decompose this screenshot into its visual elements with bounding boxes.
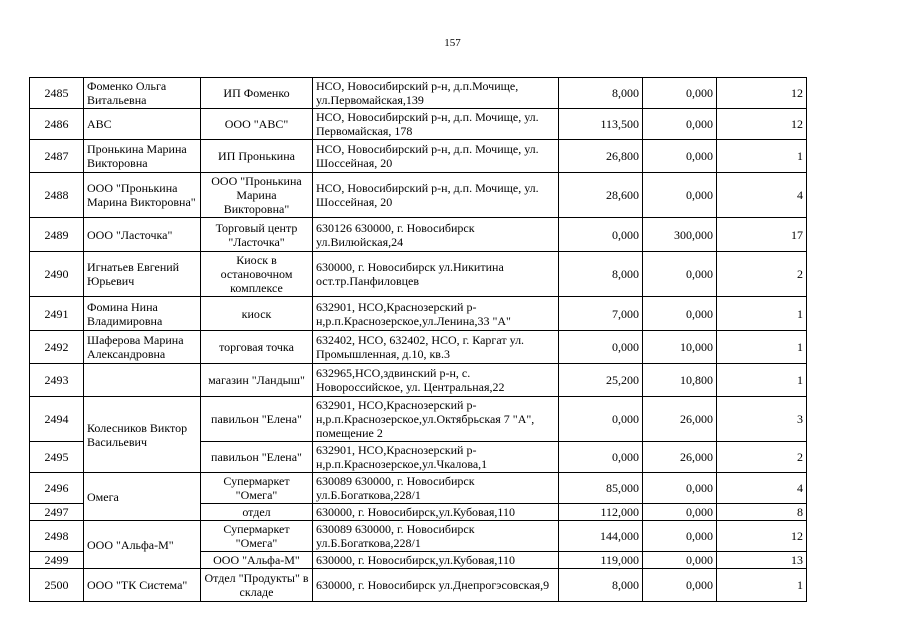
object-name: павильон "Елена"	[201, 397, 313, 442]
value-3: 2	[717, 252, 807, 297]
value-2: 0,000	[643, 173, 717, 218]
object-name: Отдел "Продукты" в складе	[201, 569, 313, 602]
object-name: ИП Пронькина	[201, 140, 313, 173]
owner-name	[84, 364, 201, 397]
value-3: 2	[717, 442, 807, 473]
owner-name: Пронькина Марина Викторовна	[84, 140, 201, 173]
owner-name: ООО "Альфа-М"	[84, 521, 201, 569]
address: НСО, Новосибирский р-н, д.п. Мочище, ул. Шоссейная, 20	[313, 173, 559, 218]
object-name: Киоск в остановочном комплексе	[201, 252, 313, 297]
address: 630000, г. Новосибирск,ул.Кубовая,110	[313, 552, 559, 569]
table-row	[30, 252, 807, 297]
address: 632965,НСО,здвинский р-н, с. Новороссийское, ул. Центральная,22	[313, 364, 559, 397]
table-row	[30, 364, 807, 397]
address: НСО, Новосибирский р-н, д.п. Мочище, ул. Шоссейная, 20	[313, 140, 559, 173]
row-number: 2487	[30, 140, 84, 173]
value-1: 119,000	[559, 552, 643, 569]
table-row	[30, 218, 807, 252]
owner-name: Колесников Виктор Васильевич	[84, 397, 201, 473]
value-3: 1	[717, 569, 807, 602]
value-1: 0,000	[559, 218, 643, 252]
value-3: 17	[717, 218, 807, 252]
object-name: киоск	[201, 297, 313, 331]
object-name: ООО "АВС"	[201, 109, 313, 140]
address: НСО, Новосибирский р-н, д.п. Мочище, ул. Первомайская, 178	[313, 109, 559, 140]
value-3: 12	[717, 78, 807, 109]
table-row	[30, 397, 807, 442]
value-2: 0,000	[643, 252, 717, 297]
object-name: ООО "Пронькина Марина Викторовна"	[201, 173, 313, 218]
table-row	[30, 78, 807, 109]
address: 630000, г. Новосибирск ул.Днепрогэсовская,9	[313, 569, 559, 602]
object-name: ИП Фоменко	[201, 78, 313, 109]
address: 630089 630000, г. Новосибирск ул.Б.Богаткова,228/1	[313, 521, 559, 552]
value-1: 8,000	[559, 569, 643, 602]
owner-name: Шаферова Марина Александровна	[84, 331, 201, 364]
value-3: 1	[717, 140, 807, 173]
object-name: ООО "Альфа-М"	[201, 552, 313, 569]
value-1: 0,000	[559, 331, 643, 364]
address: 632901, НСО,Краснозерский р-н,р.п.Краснозерское,ул.Чкалова,1	[313, 442, 559, 473]
table-row	[30, 140, 807, 173]
value-1: 7,000	[559, 297, 643, 331]
row-number: 2490	[30, 252, 84, 297]
table-row	[30, 473, 807, 504]
table-row	[30, 331, 807, 364]
value-1: 25,200	[559, 364, 643, 397]
owner-name: Фоменко Ольга Витальевна	[84, 78, 201, 109]
value-1: 8,000	[559, 252, 643, 297]
object-name: павильон "Елена"	[201, 442, 313, 473]
address: 632402, НСО, 632402, НСО, г. Каргат ул. Промышленная, д.10, кв.3	[313, 331, 559, 364]
value-1: 0,000	[559, 397, 643, 442]
object-name: магазин "Ландыш"	[201, 364, 313, 397]
row-number: 2499	[30, 552, 84, 569]
owner-name: ООО "ТК Система"	[84, 569, 201, 602]
registry-table	[29, 77, 807, 602]
value-1: 8,000	[559, 78, 643, 109]
value-2: 0,000	[643, 109, 717, 140]
table-row	[30, 173, 807, 218]
page-number: 157	[444, 37, 461, 49]
value-1: 28,600	[559, 173, 643, 218]
object-name: Супермаркет "Омега"	[201, 473, 313, 504]
value-2: 26,000	[643, 397, 717, 442]
value-3: 13	[717, 552, 807, 569]
table-row	[30, 569, 807, 602]
owner-name: Фомина Нина Владимировна	[84, 297, 201, 331]
object-name: Супермаркет "Омега"	[201, 521, 313, 552]
row-number: 2489	[30, 218, 84, 252]
address: 630000, г. Новосибирск,ул.Кубовая,110	[313, 504, 559, 521]
object-name: торговая точка	[201, 331, 313, 364]
value-1: 85,000	[559, 473, 643, 504]
address: 630126 630000, г. Новосибирск ул.Вилюйская,24	[313, 218, 559, 252]
value-2: 300,000	[643, 218, 717, 252]
row-number: 2498	[30, 521, 84, 552]
value-2: 0,000	[643, 569, 717, 602]
value-2: 0,000	[643, 140, 717, 173]
row-number: 2488	[30, 173, 84, 218]
row-number: 2492	[30, 331, 84, 364]
row-number: 2491	[30, 297, 84, 331]
value-3: 1	[717, 364, 807, 397]
value-2: 10,800	[643, 364, 717, 397]
value-2: 0,000	[643, 504, 717, 521]
address: НСО, Новосибирский р-н, д.п.Мочище, ул.Первомайская,139	[313, 78, 559, 109]
object-name: отдел	[201, 504, 313, 521]
row-number: 2493	[30, 364, 84, 397]
value-2: 0,000	[643, 552, 717, 569]
value-3: 12	[717, 109, 807, 140]
row-number: 2496	[30, 473, 84, 504]
value-1: 112,000	[559, 504, 643, 521]
table-row	[30, 297, 807, 331]
address: 632901, НСО,Краснозерский р-н,р.п.Краснозерское,ул.Ленина,33 "А"	[313, 297, 559, 331]
address: 630000, г. Новосибирск ул.Никитина ост.тр.Панфиловцев	[313, 252, 559, 297]
value-3: 1	[717, 297, 807, 331]
value-2: 0,000	[643, 78, 717, 109]
value-2: 10,000	[643, 331, 717, 364]
value-2: 26,000	[643, 442, 717, 473]
table-row	[30, 109, 807, 140]
table-row	[30, 521, 807, 552]
value-1: 144,000	[559, 521, 643, 552]
owner-name: ООО "Пронькина Марина Викторовна"	[84, 173, 201, 218]
value-2: 0,000	[643, 297, 717, 331]
row-number: 2494	[30, 397, 84, 442]
address: 632901, НСО,Краснозерский р-н,р.п.Краснозерское,ул.Октябрьская 7 "А", помещение 2	[313, 397, 559, 442]
owner-name: АВС	[84, 109, 201, 140]
owner-name: Игнатьев Евгений Юрьевич	[84, 252, 201, 297]
owner-name: ООО "Ласточка"	[84, 218, 201, 252]
row-number: 2485	[30, 78, 84, 109]
row-number: 2497	[30, 504, 84, 521]
object-name: Торговый центр "Ласточка"	[201, 218, 313, 252]
value-3: 8	[717, 504, 807, 521]
row-number: 2486	[30, 109, 84, 140]
address: 630089 630000, г. Новосибирск ул.Б.Богаткова,228/1	[313, 473, 559, 504]
value-1: 113,500	[559, 109, 643, 140]
value-3: 4	[717, 173, 807, 218]
value-2: 0,000	[643, 521, 717, 552]
value-3: 4	[717, 473, 807, 504]
row-number: 2500	[30, 569, 84, 602]
value-1: 0,000	[559, 442, 643, 473]
value-3: 1	[717, 331, 807, 364]
owner-name: Омега	[84, 473, 201, 521]
value-1: 26,800	[559, 140, 643, 173]
row-number: 2495	[30, 442, 84, 473]
value-2: 0,000	[643, 473, 717, 504]
value-3: 3	[717, 397, 807, 442]
value-3: 12	[717, 521, 807, 552]
